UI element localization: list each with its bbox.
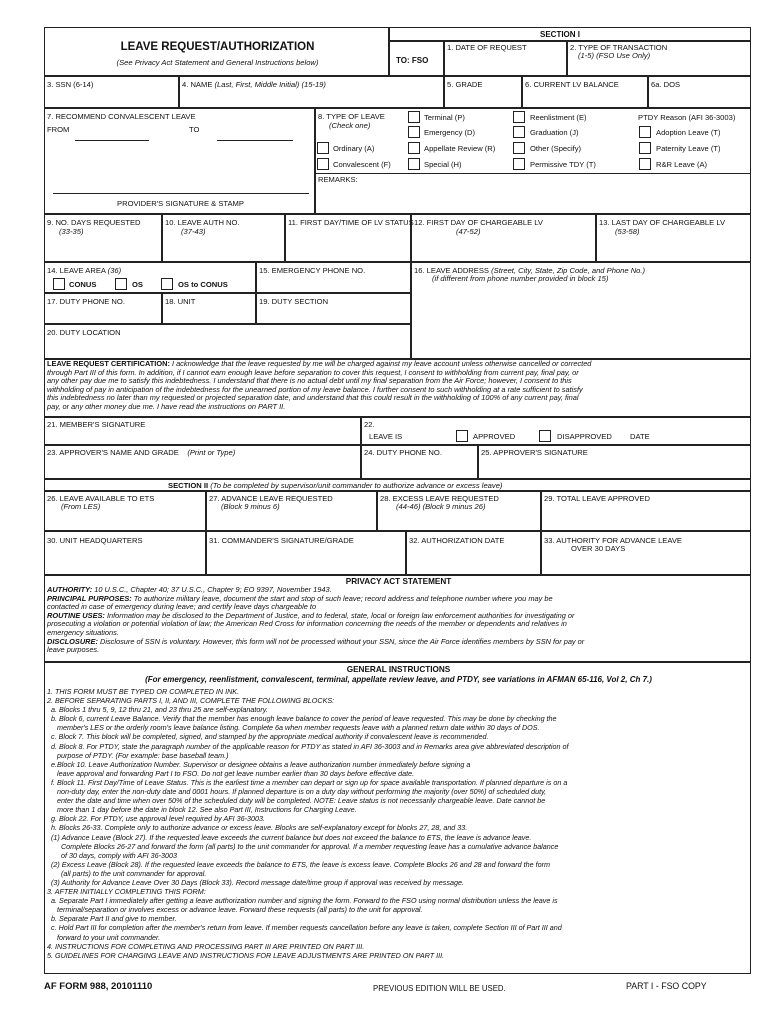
ordinary-checkbox[interactable] <box>317 142 329 154</box>
privacy-line: AUTHORITY: 10 U.S.C., Chapter 40; 37 U.S.C., Chapter 9; EO 9397, November 1943. <box>47 585 332 594</box>
special-checkbox[interactable] <box>408 158 420 170</box>
approver-signature-label: 25. APPROVER'S SIGNATURE <box>481 448 588 457</box>
privacy-line: ROUTINE USES: Information may be disclosed to the Department of Justice, and to federal, state, local or foreign law enforcement authorities for investigating or <box>47 610 575 620</box>
total-leave-approved-field[interactable] <box>541 491 751 531</box>
other-label: Other (Specify) <box>530 144 582 153</box>
leave-available-ets-field[interactable] <box>44 491 206 531</box>
first-day-chargeable-label: 12. FIRST DAY OF CHARGEABLE LV <box>414 218 543 227</box>
rr-leave-label: R&R Leave (A) <box>656 160 708 169</box>
appellate-review-checkbox[interactable] <box>408 142 420 154</box>
member-signature-field[interactable] <box>44 417 361 445</box>
rr-leave-checkbox[interactable] <box>639 158 651 170</box>
approver-name-field[interactable] <box>44 445 361 479</box>
excess-leave-note: (44-46) (Block 9 minus 26) <box>396 502 486 511</box>
form-title: LEAVE REQUEST/AUTHORIZATION <box>120 41 315 53</box>
grade-field[interactable] <box>444 76 522 108</box>
terminal-label: Terminal (P) <box>424 113 465 122</box>
instruction-line: 1. THIS FORM MUST BE TYPED OR COMPLETED IN INK. <box>47 687 240 696</box>
instruction-line: purpose of PTDY. (For example: base baseball team.) <box>47 750 229 760</box>
duty-section-field[interactable] <box>256 293 411 324</box>
current-lv-balance-field[interactable] <box>522 76 648 108</box>
name-label: 4. NAME (Last, First, Middle Initial) (15-19) <box>182 80 326 89</box>
leave-address-field[interactable] <box>411 262 751 359</box>
part-label: PART I - FSO COPY <box>626 981 707 991</box>
appellate-review-label: Appellate Review (R) <box>424 144 496 153</box>
privacy-act-block <box>44 575 751 662</box>
emergency-phone-label: 15. EMERGENCY PHONE NO. <box>259 266 366 275</box>
duty-phone-field[interactable] <box>44 293 162 324</box>
emergency-checkbox[interactable] <box>408 126 420 138</box>
to-fso-label: TO: FSO <box>396 56 429 65</box>
certification-line: through Part III of this form. In addition, if I cannot earn enough leave before separation to cover this request, I consent to withholding from current pay, final pay, or <box>47 367 579 377</box>
disapproved-label: DISAPPROVED <box>557 432 612 441</box>
type-of-transaction-field[interactable] <box>567 41 751 76</box>
advance-leave-note: (Block 9 minus 6) <box>221 502 280 511</box>
leave-address-note: (if different from phone number provided in block 15) <box>432 274 609 283</box>
certification-text <box>47 360 749 412</box>
name-field[interactable] <box>179 76 444 108</box>
unit-field[interactable] <box>162 293 256 324</box>
excess-leave-label: 28. EXCESS LEAVE REQUESTED <box>380 494 499 503</box>
approved-checkbox[interactable] <box>456 430 468 442</box>
privacy-act-title: PRIVACY ACT STATEMENT <box>345 577 452 586</box>
days-requested-label: 9. NO. DAYS REQUESTED <box>47 218 141 227</box>
provider-signature-label: PROVIDER'S SIGNATURE & STAMP <box>117 199 244 208</box>
approver-duty-phone-label: 24. DUTY PHONE NO. <box>364 448 442 457</box>
certification-line: I acknowledge that the leave requested by me will be charged against my leave account unless otherwise cancelled or corrected <box>171 359 592 368</box>
instruction-line: a. Separate Part I immediately after getting a leave authorization number and signing the form. Forward to the FSO using normal distribution unless the leave is <box>47 896 558 906</box>
instruction-line: terminal/separation or involves excess or advance leave. Forward these requests (all parts) to the unit for approval. <box>47 905 423 915</box>
privacy-line: DISCLOSURE: Disclosure of SSN is voluntary. However, this form will not be processed without your SSN, since the Air Force identifies members by SSN for pay or <box>47 636 585 646</box>
instruction-line: 5. GUIDELINES FOR CHARGING LEAVE AND INSTRUCTIONS FOR LEAVE ADJUSTMENTS ARE PRINTED ON PART III. <box>47 950 445 960</box>
instruction-line: c. Hold Part III for completion after the member's return from leave. If member requests cancellation before any leave is taken, complete Section III of Part III and <box>47 923 562 933</box>
privacy-line: contacted in case of emergency during leave; and certify leave days chargeable to <box>47 602 317 612</box>
to-line[interactable] <box>217 140 293 141</box>
disapproved-checkbox[interactable] <box>539 430 551 442</box>
approved-label: APPROVED <box>473 432 516 441</box>
approver-signature-field[interactable] <box>478 445 751 479</box>
convalescent-label: Convalescent (F) <box>333 160 391 169</box>
leave-address-label: 16. LEAVE ADDRESS (Street, City, State, Zip Code, and Phone No.) <box>414 266 646 275</box>
approver-duty-phone-field[interactable] <box>361 445 478 479</box>
first-day-lv-status-field[interactable] <box>285 214 414 262</box>
special-label: Special (H) <box>424 160 462 169</box>
type-of-leave-block <box>315 108 751 214</box>
member-signature-label: 21. MEMBER'S SIGNATURE <box>47 420 146 429</box>
reenlistment-checkbox[interactable] <box>513 111 525 123</box>
leave-auth-no-label: 10. LEAVE AUTH NO. <box>165 218 240 227</box>
section-1-header <box>389 27 751 41</box>
instruction-line: 2. BEFORE SEPARATING PARTS I, II, AND III, COMPLETE THE FOLLOWING BLOCKS: <box>47 696 335 706</box>
paternity-leave-label: Paternity Leave (T) <box>656 144 721 153</box>
leave-area-block <box>44 262 256 293</box>
duty-location-field[interactable] <box>44 324 411 359</box>
privacy-act-text <box>47 586 749 655</box>
advance-leave-field[interactable] <box>206 491 377 531</box>
instruction-line: h. Blocks 26-33. Complete only to authorize advance or excess leave. Blocks are self-explanatory except for blocks 27, 28, and 33. <box>47 823 468 833</box>
convalescent-leave-label: 7. RECOMMEND CONVALESCENT LEAVE <box>47 112 196 121</box>
privacy-line: leave purposes. <box>47 645 100 655</box>
duty-phone-label: 17. DUTY PHONE NO. <box>47 297 125 306</box>
conus-label: CONUS <box>69 280 97 289</box>
first-day-lv-status-label: 11. FIRST DAY/TIME OF LV STATUS <box>288 218 414 227</box>
leave-available-ets-label: 26. LEAVE AVAILABLE TO ETS <box>47 494 155 503</box>
advance-leave-authority-label-2: OVER 30 DAYS <box>571 544 626 553</box>
section-2-header <box>44 479 751 491</box>
instruction-line: Complete Blocks 26-27 and forward the form (all parts) to the unit commander for approval. If a member requesting leave has a cumulative advance balance <box>47 841 559 851</box>
approval-date-label[interactable]: DATE <box>630 432 650 441</box>
ssn-field[interactable] <box>44 76 179 108</box>
instruction-line: e.Block 10. Leave Authorization Number. Supervisor or designee obtains a leave authorization number immediately before signing a <box>47 759 471 769</box>
os-label: OS <box>132 280 143 289</box>
duty-location-label: 20. DUTY LOCATION <box>47 328 121 337</box>
excess-leave-field[interactable] <box>377 491 541 531</box>
instruction-line: more than 1 day before the date in block 12. See also Part III, Instructions for Charging Leave. <box>47 805 357 815</box>
provider-signature-line[interactable] <box>53 193 309 194</box>
general-instructions-title: GENERAL INSTRUCTIONS <box>346 665 451 674</box>
general-instructions-block <box>44 662 751 974</box>
type-of-transaction-label: 2. TYPE OF TRANSACTION <box>570 43 668 52</box>
date-of-request-field[interactable] <box>444 41 567 76</box>
general-instructions-subtitle: (For emergency, reenlistment, convalescent, terminal, appellate review leave, and PTDY, see variations in AFMAN 65-116, Vol 2, Ch 7.) <box>145 675 652 684</box>
certification-heading: LEAVE REQUEST CERTIFICATION: <box>47 359 170 368</box>
graduation-checkbox[interactable] <box>513 126 525 138</box>
previous-edition-note: PREVIOUS EDITION WILL BE USED. <box>373 984 506 993</box>
instruction-line: member's LES or the orderly room's leave balance listing. Complete 6a when member requests leave with a planned return date within 30 days of DOS. <box>47 723 540 733</box>
first-day-chargeable-note: (47-52) <box>456 227 481 236</box>
leave-approval-block <box>361 417 751 445</box>
last-day-chargeable-label: 13. LAST DAY OF CHARGEABLE LV <box>599 218 726 227</box>
instruction-line: (2) Excess Leave (Block 28). If the requested leave exceeds the balance to ETS, the leave is excess leave. Complete Blocks 26 and 28 and forward the form <box>47 859 550 869</box>
to-label: TO <box>189 125 200 134</box>
leave-auth-no-field[interactable] <box>162 214 285 262</box>
unit-label: 18. UNIT <box>165 297 196 306</box>
authorization-date-field[interactable] <box>406 531 541 575</box>
approver-name-label: 23. APPROVER'S NAME AND GRADE (Print or Type) <box>47 448 236 457</box>
instruction-line: b. Block 6, current Leave Balance. Verify that the member has enough leave balance to cover the period of leave requested. This may be done by checking the <box>47 714 557 724</box>
other-checkbox[interactable] <box>513 142 525 154</box>
certification-line: any other pay due me to satisfy this indebtedness. I understand that there is no actual debt until my final separation from the Air Force; however, I consent to this <box>47 376 572 386</box>
to-fso-cell <box>389 41 444 76</box>
instruction-line: non-duty day, enter the non-duty date and 0001 hours. If planned departure is on a duty day without performing the majority (over 50%) of scheduled duty, <box>47 787 547 797</box>
reenlistment-label: Reenlistment (E) <box>530 113 587 122</box>
type-of-leave-note: (Check one) <box>329 121 371 130</box>
ptdy-reason-label: PTDY Reason (AFI 36-3003) <box>638 113 736 122</box>
leave-available-ets-note: (From LES) <box>61 502 101 511</box>
adoption-leave-label: Adoption Leave (T) <box>656 128 721 137</box>
convalescent-leave-block <box>44 108 315 214</box>
instruction-line: enter the date and time when over 50% of the scheduled duty will be completed. NOTE: Leave status is not necessarily chargeable leave. Date cannot be <box>47 796 546 806</box>
instruction-line: (all parts) to the unit commander for approval. <box>47 868 207 878</box>
days-requested-field[interactable] <box>44 214 162 262</box>
leave-approval-label: 22. <box>364 420 375 429</box>
emergency-label: Emergency (D) <box>424 128 476 137</box>
total-leave-approved-label: 29. TOTAL LEAVE APPROVED <box>544 494 650 503</box>
os-checkbox[interactable] <box>115 278 127 290</box>
ssn-label: 3. SSN (6-14) <box>47 80 94 89</box>
last-day-chargeable-field[interactable] <box>596 214 751 262</box>
remarks-label[interactable]: REMARKS: <box>318 175 358 184</box>
type-of-transaction-note: (1-5) (FSO Use Only) <box>578 51 651 60</box>
instruction-line: leave approval and forwarding Part I to FSO. Do not get leave number earlier than 30 days before effective date. <box>47 768 415 778</box>
permissive-tdy-label: Permissive TDY (T) <box>530 160 596 169</box>
instruction-line: f. Block 11. First Day/Time of Leave Status. This is the earliest time a member can depart or sign up for space available transportation. If planned departure is on a <box>47 777 568 787</box>
commander-signature-field[interactable] <box>206 531 406 575</box>
from-label: FROM <box>47 125 70 134</box>
advance-leave-authority-field[interactable] <box>541 531 751 575</box>
first-day-chargeable-field[interactable] <box>411 214 596 262</box>
from-line[interactable] <box>75 140 149 141</box>
advance-leave-authority-label: 33. AUTHORITY FOR ADVANCE LEAVE <box>544 536 682 545</box>
instruction-line: 3. AFTER INITIALLY COMPLETING THIS FORM: <box>47 887 206 897</box>
current-lv-balance-label: 6. CURRENT LV BALANCE <box>525 80 619 89</box>
unit-headquarters-label: 30. UNIT HEADQUARTERS <box>47 536 143 545</box>
dos-label: 6a. DOS <box>651 80 681 89</box>
privacy-line: PRINCIPAL PURPOSES: To authorize military leave, document the start and stop of such leave; record address and telephone number where you may be <box>47 593 553 603</box>
terminal-checkbox[interactable] <box>408 111 420 123</box>
instruction-line: d. Block 8. For PTDY, state the paragraph number of the applicable reason for PTDY as stated in AFI 36-3003 and in Remarks area give abbreviated description of <box>47 741 569 751</box>
paternity-leave-checkbox[interactable] <box>639 142 651 154</box>
authorization-date-label: 32. AUTHORIZATION DATE <box>409 536 505 545</box>
permissive-tdy-checkbox[interactable] <box>513 158 525 170</box>
remarks-divider <box>316 173 750 174</box>
instruction-line: forward to your unit commander. <box>47 932 161 942</box>
section-2-heading: SECTION II (To be completed by supervisor/unit commander to authorize advance or excess leave) <box>168 481 503 490</box>
section-1-label: SECTION I <box>540 30 581 39</box>
privacy-line: prosecuting a violation or potential violation of law; the American Red Cross for information concerning the needs of the member or dependents and relatives in <box>47 619 567 629</box>
instruction-line: (3) Authority for Advance Leave Over 30 Days (Block 33). Record message date/time group if approval was received by message. <box>47 877 464 887</box>
leave-auth-no-note: (37-43) <box>181 227 206 236</box>
instruction-line: a. Blocks 1 thru 5, 9, 12 thru 21, and 23 thru 25 are self-explanatory. <box>47 705 268 715</box>
adoption-leave-checkbox[interactable] <box>639 126 651 138</box>
dos-field[interactable] <box>648 76 751 108</box>
advance-leave-label: 27. ADVANCE LEAVE REQUESTED <box>209 494 333 503</box>
date-of-request-label: 1. DATE OF REQUEST <box>447 43 527 52</box>
instruction-line: (1) Advance Leave (Block 27). If the requested leave exceeds the current balance but does not exceed the balance to ETS, the leave is advance leave. <box>47 832 532 842</box>
form-subtitle: (See Privacy Act Statement and General Instructions below) <box>116 58 319 67</box>
certification-line: this indebtedness no later than my requested or projected separation date, and understand that this could result in the withholding of 100% of any current pay, final <box>47 393 579 403</box>
duty-section-label: 19. DUTY SECTION <box>259 297 329 306</box>
convalescent-checkbox[interactable] <box>317 158 329 170</box>
os-to-conus-checkbox[interactable] <box>161 278 173 290</box>
type-of-leave-label: 8. TYPE OF LEAVE <box>318 112 385 121</box>
privacy-line: emergency situations. <box>47 627 119 637</box>
conus-checkbox[interactable] <box>53 278 65 290</box>
certification-line: pay, or any other money due me. I have read the instructions on PART II. <box>47 401 286 411</box>
instruction-line: c. Block 7. This block will be completed, signed, and stamped by the appropriate medical authority if convalescent leave is recommended. <box>47 732 489 742</box>
certification-line: withholding of pay in anticipation of the indebtedness for the unearned portion of my leave balance. I further consent to such withholding at a rate sufficient to satisfy <box>47 384 583 394</box>
certification-block <box>44 359 751 417</box>
leave-area-label: 14. LEAVE AREA (36) <box>47 266 122 275</box>
instruction-line: of 30 days, comply with AFI 36-3003 <box>47 850 177 860</box>
unit-headquarters-field[interactable] <box>44 531 206 575</box>
grade-label: 5. GRADE <box>447 80 483 89</box>
general-instructions-list <box>47 687 749 960</box>
title-block <box>44 27 389 76</box>
leave-is-label: LEAVE IS <box>369 432 403 441</box>
days-requested-note: (33-35) <box>59 227 84 236</box>
instruction-line: 4. INSTRUCTIONS FOR COMPLETING AND PROCESSING PART III ARE PRINTED ON PART III. <box>47 941 365 951</box>
os-to-conus-label: OS to CONUS <box>178 280 228 289</box>
form <box>44 27 751 1005</box>
ordinary-label: Ordinary (A) <box>333 144 375 153</box>
commander-signature-label: 31. COMMANDER'S SIGNATURE/GRADE <box>209 536 354 545</box>
form-number: AF FORM 988, 20101110 <box>44 981 153 992</box>
instruction-line: b. Separate Part II and give to member. <box>47 914 177 924</box>
last-day-chargeable-note: (53-58) <box>615 227 640 236</box>
emergency-phone-field[interactable] <box>256 262 411 293</box>
graduation-label: Graduation (J) <box>530 128 579 137</box>
instruction-line: g. Block 22. For PTDY, use approval level required by AFI 36-3003. <box>47 814 265 824</box>
